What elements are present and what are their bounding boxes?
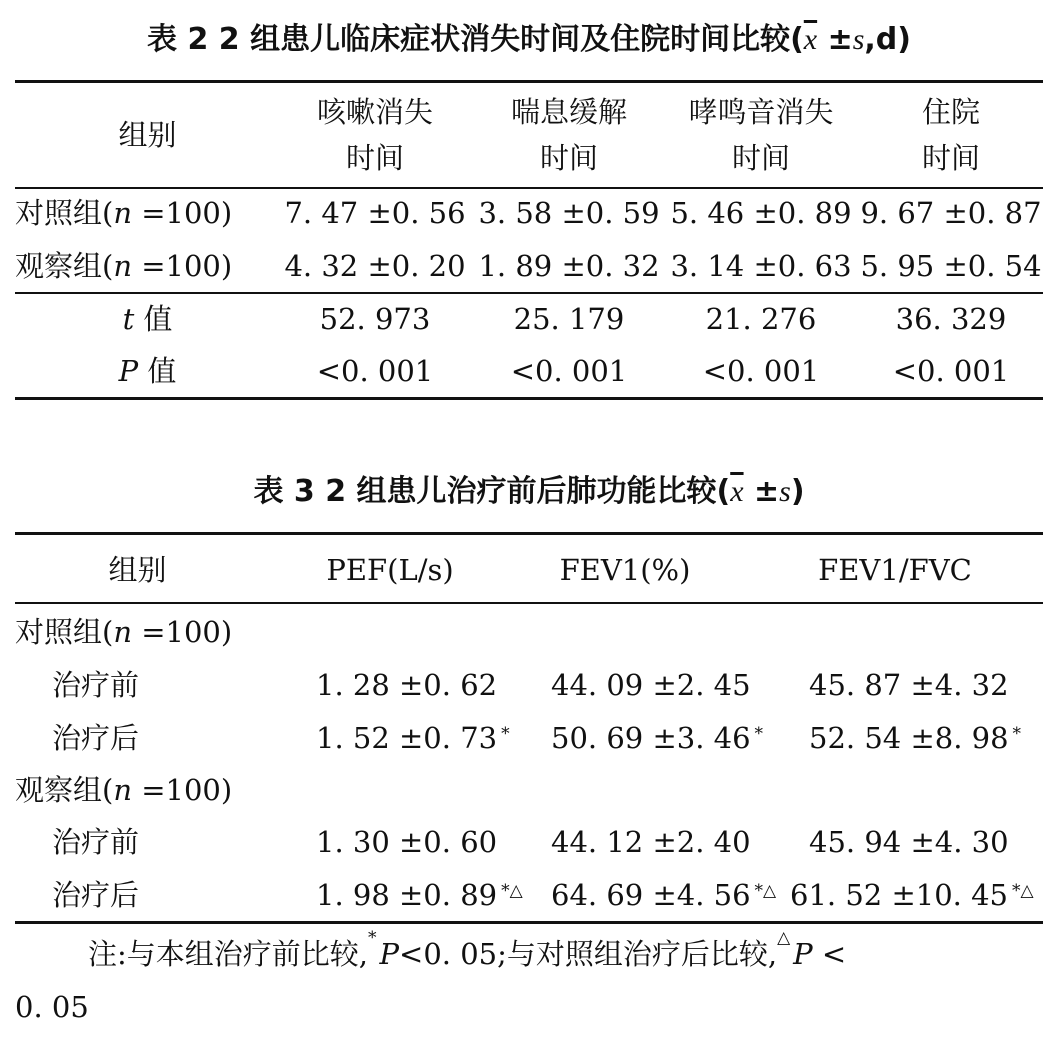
table3-title: 表 3 2 组患儿治疗前后肺功能比较$(\overline{x} \pm s)$ bbox=[253, 474, 805, 509]
table3-cell: 44. 09 ±2. 45 bbox=[551, 668, 751, 702]
table3-footnote-cont: 0. 05 bbox=[15, 990, 89, 1024]
table2-header-stay-l2: 时间 bbox=[921, 141, 980, 175]
table3-header-fev1-fvc: FEV1/FVC bbox=[818, 553, 972, 587]
table2-header-wheeze-l2: 时间 bbox=[539, 141, 598, 175]
table3-header-pef: PEF(L/s) bbox=[326, 553, 454, 587]
table3-row-label: 治疗后 bbox=[52, 878, 140, 912]
table3-row-label: 治疗后 bbox=[52, 721, 140, 755]
table2-bottom-rule bbox=[15, 397, 1043, 400]
table2-header-cough-l1: 咳嗽消失 bbox=[316, 95, 433, 129]
table3-footnote: 注:与本组治疗前比较,* P<0. 05;与对照组治疗后比较,△ P < bbox=[88, 928, 847, 971]
table2-cell: 9. 67 ±0. 87 bbox=[860, 196, 1042, 230]
table2-cell: 5. 46 ±0. 89 bbox=[670, 196, 852, 230]
table3-top-rule bbox=[15, 532, 1043, 535]
table2-cell: 52. 973 bbox=[319, 302, 431, 336]
table2-stats-rule bbox=[15, 292, 1043, 294]
table3-cell: 1. 98 ±0. 89 *△ bbox=[316, 878, 523, 912]
table2-row-label: 观察组(n =100) bbox=[15, 249, 233, 283]
table3-cell: 44. 12 ±2. 40 bbox=[551, 825, 751, 859]
table2-stat-label: P 值 bbox=[118, 354, 177, 388]
table2-top-rule bbox=[15, 80, 1043, 83]
table3-header-fev1: FEV1(%) bbox=[559, 553, 691, 587]
table2-title: 表 2 2 组患儿临床症状消失时间及住院时间比较$(\overline{x} \pm s,d)$ bbox=[147, 22, 911, 57]
table3-cell: 1. 28 ±0. 62 bbox=[316, 668, 498, 702]
table2-cell: 21. 276 bbox=[705, 302, 817, 336]
table3-cell: 1. 30 ±0. 60 bbox=[316, 825, 498, 859]
table3-cell: 50. 69 ±3. 46 * bbox=[551, 721, 764, 755]
table2-cell: 3. 14 ±0. 63 bbox=[670, 249, 852, 283]
table2-cell: <0. 001 bbox=[702, 354, 820, 388]
table3-bottom-rule bbox=[15, 921, 1043, 924]
table3-cell: 1. 52 ±0. 73 * bbox=[316, 721, 510, 755]
table2-cell: 25. 179 bbox=[513, 302, 625, 336]
table3-cell: 52. 54 ±8. 98 * bbox=[809, 721, 1022, 755]
table3-header-rule bbox=[15, 602, 1043, 604]
table2-header-stay-l1: 住院 bbox=[921, 95, 980, 129]
table2-header-rale-l1: 哮鸣音消失 bbox=[688, 95, 834, 129]
table3-cell: 45. 87 ±4. 32 bbox=[809, 668, 1009, 702]
table2-cell: 36. 329 bbox=[895, 302, 1007, 336]
table2-cell: 3. 58 ±0. 59 bbox=[478, 196, 660, 230]
table3-cell: 64. 69 ±4. 56 *△ bbox=[551, 878, 777, 912]
table3-row-label: 治疗前 bbox=[52, 668, 140, 702]
table3-row-label: 治疗前 bbox=[52, 825, 140, 859]
table2-cell: 5. 95 ±0. 54 bbox=[860, 249, 1042, 283]
table3-cell: 45. 94 ±4. 30 bbox=[809, 825, 1009, 859]
table2-cell: <0. 001 bbox=[510, 354, 628, 388]
table2-cell: <0. 001 bbox=[316, 354, 434, 388]
table2-header-group: 组别 bbox=[118, 118, 177, 152]
table2-header-rule bbox=[15, 187, 1043, 189]
table2-cell: 7. 47 ±0. 56 bbox=[284, 196, 466, 230]
table2-cell: <0. 001 bbox=[892, 354, 1010, 388]
table2-cell: 1. 89 ±0. 32 bbox=[478, 249, 660, 283]
table2-cell: 4. 32 ±0. 20 bbox=[284, 249, 466, 283]
table2-row-label: 对照组(n =100) bbox=[15, 196, 233, 230]
table2-header-wheeze-l1: 喘息缓解 bbox=[510, 95, 627, 129]
table2-header-rale-l2: 时间 bbox=[731, 141, 790, 175]
table3-header-group: 组别 bbox=[108, 553, 167, 587]
table3-group-label: 对照组(n =100) bbox=[15, 615, 233, 649]
table2-header-cough-l2: 时间 bbox=[345, 141, 404, 175]
table3-group-label: 观察组(n =100) bbox=[15, 773, 233, 807]
table2-stat-label: t 值 bbox=[122, 302, 173, 336]
table3-cell: 61. 52 ±10. 45 *△ bbox=[790, 878, 1034, 912]
